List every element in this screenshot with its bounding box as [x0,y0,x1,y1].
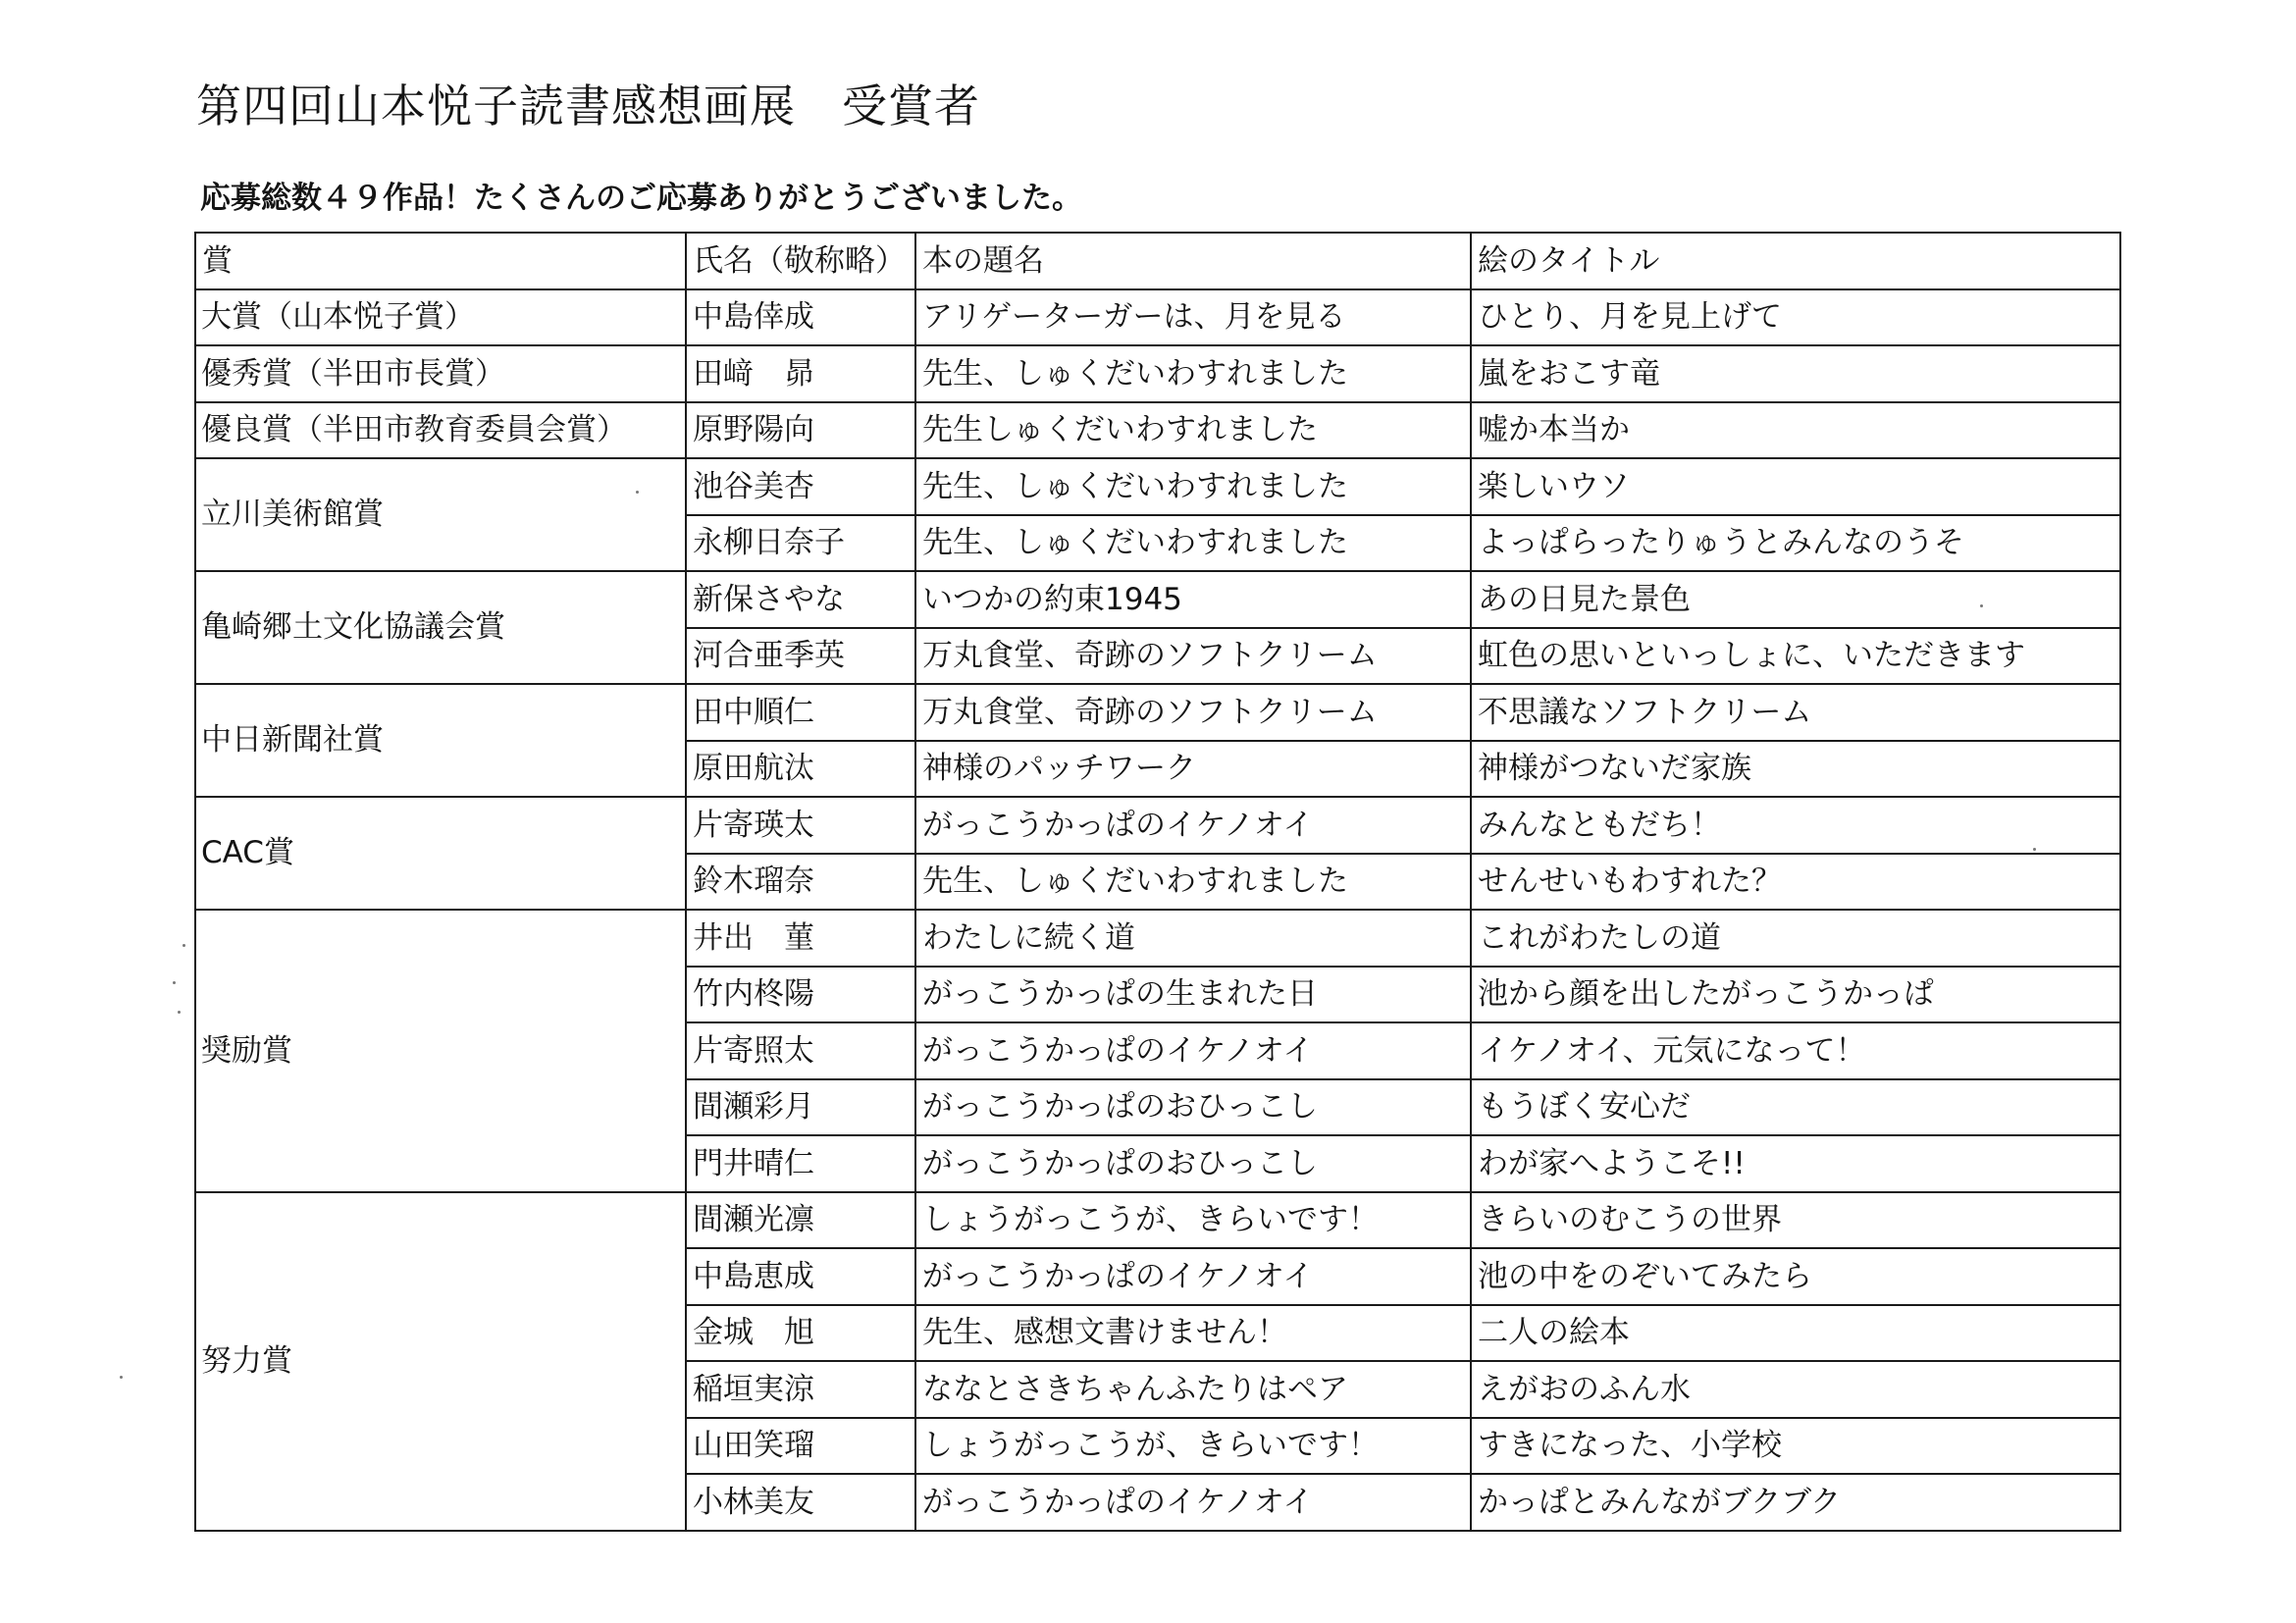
book-title-cell: ななとさきちゃんふたりはペア [915,1361,1471,1418]
header-award: 賞 [195,233,686,289]
book-title-cell: 先生、しゅくだいわすれました [915,345,1471,402]
scan-speck [1980,604,1983,607]
award-cell: 努力賞 [195,1192,686,1531]
picture-title-cell: かっぱとみんながブクブク [1471,1474,2120,1531]
award-cell: CAC賞 [195,797,686,910]
winner-name-cell: 原田航汰 [686,741,915,798]
book-title-cell: アリゲーターガーは、月を見る [915,289,1471,346]
picture-title-cell: みんなともだち！ [1471,797,2120,854]
winner-name-cell: 原野陽向 [686,402,915,459]
picture-title-cell: 楽しいウソ [1471,458,2120,515]
picture-title-cell: 池から顔を出したがっこうかっぱ [1471,967,2120,1023]
winner-name-cell: 竹内柊陽 [686,967,915,1023]
winner-name-cell: 中島恵成 [686,1248,915,1305]
book-title-cell: 先生、しゅくだいわすれました [915,515,1471,572]
awards-table [194,232,2121,1532]
picture-title-cell: きらいのむこうの世界 [1471,1192,2120,1249]
award-cell: 優秀賞（半田市長賞） [195,345,686,402]
winner-name-cell: 片寄照太 [686,1022,915,1079]
scan-speck [636,491,639,494]
awards-table-header [195,233,2120,289]
picture-title-cell: 虹色の思いといっしょに、いただきます [1471,628,2120,685]
winner-name-cell: 河合亜季英 [686,628,915,685]
award-cell: 大賞（山本悦子賞） [195,289,686,346]
award-cell: 立川美術館賞 [195,458,686,571]
book-title-cell: がっこうかっぱのイケノオイ [915,797,1471,854]
winner-name-cell: 鈴木瑠奈 [686,854,915,911]
scan-speck [183,944,185,947]
book-title-cell: がっこうかっぱのイケノオイ [915,1022,1471,1079]
book-title-cell: がっこうかっぱのイケノオイ [915,1248,1471,1305]
winner-name-cell: 片寄瑛太 [686,797,915,854]
picture-title-cell: えがおのふん水 [1471,1361,2120,1418]
winner-name-cell: 間瀬彩月 [686,1079,915,1136]
table-row [195,345,2120,402]
winner-name-cell: 中島倖成 [686,289,915,346]
winner-name-cell: 間瀬光凛 [686,1192,915,1249]
book-title-cell: がっこうかっぱのおひっこし [915,1135,1471,1192]
picture-title-cell: 二人の絵本 [1471,1305,2120,1362]
winner-name-cell: 池谷美杏 [686,458,915,515]
book-title-cell: 先生、しゅくだいわすれました [915,458,1471,515]
scan-speck [173,981,176,984]
header-picture-title: 絵のタイトル [1471,233,2120,289]
picture-title-cell: 池の中をのぞいてみたら [1471,1248,2120,1305]
table-row [195,571,2120,628]
winner-name-cell: 稲垣実涼 [686,1361,915,1418]
picture-title-cell: これがわたしの道 [1471,910,2120,967]
awards-table-body [195,289,2120,1531]
book-title-cell: いつかの約束1945 [915,571,1471,628]
document-title: 第四回山本悦子読書感想画展 受賞者 [196,79,980,132]
winner-name-cell: 小林美友 [686,1474,915,1531]
award-cell: 優良賞（半田市教育委員会賞） [195,402,686,459]
table-row [195,1192,2120,1249]
picture-title-cell: すきになった、小学校 [1471,1418,2120,1475]
book-title-cell: 先生しゅくだいわすれました [915,402,1471,459]
document-subtitle: 応募総数４９作品！たくさんのご応募ありがとうございました。 [200,181,1082,216]
scan-speck [178,1011,181,1014]
table-row [195,684,2120,741]
winner-name-cell: 山田笑瑠 [686,1418,915,1475]
header-row [195,233,2120,289]
picture-title-cell: よっぱらったりゅうとみんなのうそ [1471,515,2120,572]
book-title-cell: 先生、感想文書けません！ [915,1305,1471,1362]
picture-title-cell: わが家へようこそ!! [1471,1135,2120,1192]
picture-title-cell: ひとり、月を見上げて [1471,289,2120,346]
picture-title-cell: あの日見た景色 [1471,571,2120,628]
picture-title-cell: 不思議なソフトクリーム [1471,684,2120,741]
picture-title-cell: イケノオイ、元気になって！ [1471,1022,2120,1079]
scan-speck [2033,848,2036,851]
table-row [195,458,2120,515]
book-title-cell: 神様のパッチワーク [915,741,1471,798]
winner-name-cell: 井出 菫 [686,910,915,967]
table-row [195,910,2120,967]
winner-name-cell: 金城 旭 [686,1305,915,1362]
picture-title-cell: 嵐をおこす竜 [1471,345,2120,402]
book-title-cell: がっこうかっぱのイケノオイ [915,1474,1471,1531]
table-row [195,289,2120,346]
book-title-cell: がっこうかっぱの生まれた日 [915,967,1471,1023]
winner-name-cell: 田﨑 昴 [686,345,915,402]
book-title-cell: 先生、しゅくだいわすれました [915,854,1471,911]
table-row [195,402,2120,459]
picture-title-cell: もうぼく安心だ [1471,1079,2120,1136]
book-title-cell: しょうがっこうが、きらいです！ [915,1192,1471,1249]
header-name: 氏名（敬称略） [686,233,915,289]
book-title-cell: しょうがっこうが、きらいです！ [915,1418,1471,1475]
header-book-title: 本の題名 [915,233,1471,289]
picture-title-cell: 嘘か本当か [1471,402,2120,459]
table-row [195,797,2120,854]
picture-title-cell: せんせいもわすれた？ [1471,854,2120,911]
winner-name-cell: 田中順仁 [686,684,915,741]
book-title-cell: わたしに続く道 [915,910,1471,967]
award-cell: 中日新聞社賞 [195,684,686,797]
book-title-cell: がっこうかっぱのおひっこし [915,1079,1471,1136]
book-title-cell: 万丸食堂、奇跡のソフトクリーム [915,628,1471,685]
winner-name-cell: 永柳日奈子 [686,515,915,572]
scan-speck [120,1376,123,1379]
award-cell: 亀崎郷土文化協議会賞 [195,571,686,684]
picture-title-cell: 神様がつないだ家族 [1471,741,2120,798]
book-title-cell: 万丸食堂、奇跡のソフトクリーム [915,684,1471,741]
winner-name-cell: 新保さやな [686,571,915,628]
award-cell: 奨励賞 [195,910,686,1192]
winner-name-cell: 門井晴仁 [686,1135,915,1192]
